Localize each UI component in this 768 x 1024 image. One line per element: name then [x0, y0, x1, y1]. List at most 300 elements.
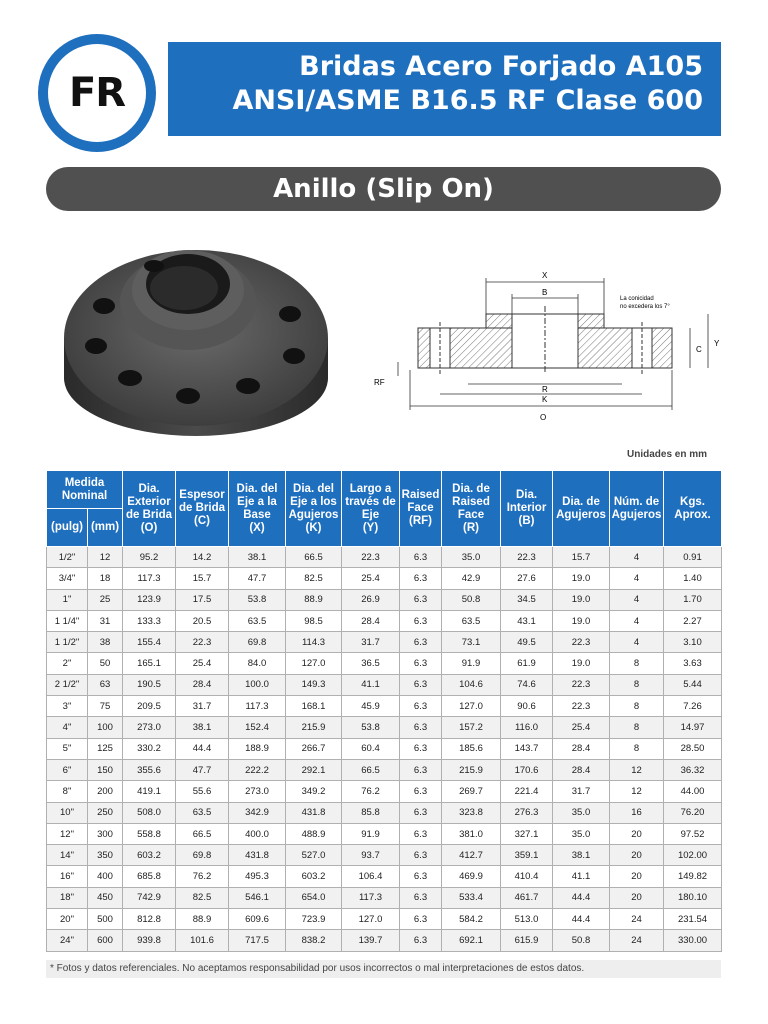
units-label: Unidades en mm	[627, 449, 708, 460]
dim-o-label: O	[540, 413, 547, 422]
table-cell: 63.5	[442, 610, 501, 631]
table-cell: 75	[88, 696, 123, 717]
table-cell: 4	[610, 589, 664, 610]
table-cell: 143.7	[501, 738, 553, 759]
dim-y-label: Y	[714, 339, 720, 348]
table-cell: 400.0	[229, 823, 286, 844]
technical-drawing	[372, 266, 722, 426]
table-cell: 3/4"	[47, 568, 88, 589]
table-cell: 31.7	[553, 781, 610, 802]
table-cell: 190.5	[123, 674, 176, 695]
table-cell: 20	[610, 823, 664, 844]
table-cell: 31.7	[176, 696, 229, 717]
table-cell: 44.4	[553, 887, 610, 908]
table-cell: 209.5	[123, 696, 176, 717]
table-cell: 1/2"	[47, 547, 88, 568]
header-c: Espesor de Brida (C)	[176, 471, 229, 547]
table-row	[47, 759, 722, 780]
table-cell: 18"	[47, 887, 88, 908]
table-cell: 97.52	[664, 823, 722, 844]
table-cell: 410.4	[501, 866, 553, 887]
table-cell: 69.8	[176, 845, 229, 866]
dim-r-label: R	[542, 385, 548, 394]
table-cell: 1"	[47, 589, 88, 610]
table-cell: 31	[88, 610, 123, 631]
table-cell: 155.4	[123, 632, 176, 653]
table-cell: 133.3	[123, 610, 176, 631]
table-cell: 615.9	[501, 930, 553, 951]
table-cell: 350	[88, 845, 123, 866]
table-cell: 6.3	[400, 738, 442, 759]
table-cell: 66.5	[342, 759, 400, 780]
table-cell: 8	[610, 738, 664, 759]
table-cell: 400	[88, 866, 123, 887]
table-cell: 60.4	[342, 738, 400, 759]
header-nominal: Medida Nominal	[47, 471, 123, 509]
table-cell: 6"	[47, 759, 88, 780]
dim-k-label: K	[542, 395, 548, 404]
table-cell: 2"	[47, 653, 88, 674]
table-cell: 4	[610, 632, 664, 653]
table-cell: 15.7	[553, 547, 610, 568]
table-cell: 44.4	[553, 909, 610, 930]
table-cell: 6.3	[400, 823, 442, 844]
table-cell: 450	[88, 887, 123, 908]
table-cell: 4	[610, 547, 664, 568]
table-cell: 3"	[47, 696, 88, 717]
table-cell: 431.8	[229, 845, 286, 866]
table-row	[47, 632, 722, 653]
table-cell: 558.8	[123, 823, 176, 844]
table-cell: 100.0	[229, 674, 286, 695]
taper-note-line-1: La conicidad	[620, 296, 654, 302]
dim-b-label: B	[542, 288, 548, 297]
table-cell: 12	[610, 759, 664, 780]
table-cell: 603.2	[123, 845, 176, 866]
spec-table-header	[47, 471, 722, 547]
table-cell: 215.9	[442, 759, 501, 780]
table-cell: 20.5	[176, 610, 229, 631]
table-row	[47, 802, 722, 823]
table-cell: 692.1	[442, 930, 501, 951]
table-cell: 500	[88, 909, 123, 930]
table-cell: 50	[88, 653, 123, 674]
table-cell: 69.8	[229, 632, 286, 653]
table-cell: 8	[610, 696, 664, 717]
table-cell: 8	[610, 653, 664, 674]
table-cell: 742.9	[123, 887, 176, 908]
table-cell: 431.8	[286, 802, 342, 823]
table-cell: 812.8	[123, 909, 176, 930]
table-cell: 327.1	[501, 823, 553, 844]
table-cell: 6.3	[400, 781, 442, 802]
table-cell: 139.7	[342, 930, 400, 951]
table-cell: 16	[610, 802, 664, 823]
dim-rf-label: RF	[374, 378, 385, 387]
title-banner	[168, 42, 721, 136]
logo-text: FR	[68, 70, 126, 116]
table-cell: 66.5	[286, 547, 342, 568]
footnote: * Fotos y datos referenciales. No aceptamos responsabilidad por usos incorrectos o mal interpretaciones de estos datos.	[46, 960, 721, 978]
table-cell: 2 1/2"	[47, 674, 88, 695]
table-cell: 6.3	[400, 866, 442, 887]
table-cell: 91.9	[342, 823, 400, 844]
table-cell: 73.1	[442, 632, 501, 653]
table-cell: 16"	[47, 866, 88, 887]
table-cell: 6.3	[400, 802, 442, 823]
table-cell: 22.3	[553, 674, 610, 695]
table-cell: 22.3	[176, 632, 229, 653]
table-cell: 44.4	[176, 738, 229, 759]
table-cell: 180.10	[664, 887, 722, 908]
table-cell: 185.6	[442, 738, 501, 759]
table-row	[47, 717, 722, 738]
table-row	[47, 823, 722, 844]
table-cell: 76.2	[176, 866, 229, 887]
table-cell: 6.3	[400, 674, 442, 695]
table-cell: 5"	[47, 738, 88, 759]
table-cell: 61.9	[501, 653, 553, 674]
table-cell: 63.5	[176, 802, 229, 823]
table-cell: 12	[610, 781, 664, 802]
table-cell: 50.8	[553, 930, 610, 951]
table-cell: 513.0	[501, 909, 553, 930]
header-k: Dia. del Eje a los Agujeros (K)	[286, 471, 342, 547]
table-cell: 44.00	[664, 781, 722, 802]
table-cell: 27.6	[501, 568, 553, 589]
table-cell: 49.5	[501, 632, 553, 653]
table-cell: 527.0	[286, 845, 342, 866]
header-kgs: Kgs. Aprox.	[664, 471, 722, 547]
table-cell: 35.0	[442, 547, 501, 568]
table-cell: 24	[610, 909, 664, 930]
table-cell: 6.3	[400, 696, 442, 717]
table-row	[47, 781, 722, 802]
table-cell: 330.00	[664, 930, 722, 951]
table-row	[47, 845, 722, 866]
company-logo	[38, 34, 156, 152]
table-cell: 4"	[47, 717, 88, 738]
table-cell: 6.3	[400, 653, 442, 674]
header-pulg: (pulg)	[47, 509, 88, 547]
table-cell: 63.5	[229, 610, 286, 631]
table-cell: 222.2	[229, 759, 286, 780]
header-b: Dia. Interior (B)	[501, 471, 553, 547]
table-cell: 38.1	[553, 845, 610, 866]
header-y: Largo a través de Eje (Y)	[342, 471, 400, 547]
table-cell: 45.9	[342, 696, 400, 717]
title-line-2: ANSI/ASME B16.5 RF Clase 600	[232, 85, 703, 116]
table-cell: 200	[88, 781, 123, 802]
table-cell: 66.5	[176, 823, 229, 844]
flange-photo	[58, 240, 336, 440]
section-title: Anillo (Slip On)	[273, 174, 494, 204]
table-cell: 276.3	[501, 802, 553, 823]
table-cell: 127.0	[342, 909, 400, 930]
table-cell: 28.50	[664, 738, 722, 759]
table-cell: 461.7	[501, 887, 553, 908]
table-cell: 98.5	[286, 610, 342, 631]
table-cell: 38.1	[229, 547, 286, 568]
table-cell: 1 1/4"	[47, 610, 88, 631]
table-cell: 215.9	[286, 717, 342, 738]
table-cell: 381.0	[442, 823, 501, 844]
table-cell: 8	[610, 717, 664, 738]
table-cell: 150	[88, 759, 123, 780]
table-cell: 4	[610, 610, 664, 631]
table-cell: 323.8	[442, 802, 501, 823]
table-cell: 266.7	[286, 738, 342, 759]
table-cell: 355.6	[123, 759, 176, 780]
spec-table-body	[47, 547, 722, 952]
table-cell: 168.1	[286, 696, 342, 717]
table-cell: 654.0	[286, 887, 342, 908]
dim-c-label: C	[696, 345, 702, 354]
table-cell: 717.5	[229, 930, 286, 951]
table-cell: 342.9	[229, 802, 286, 823]
table-row	[47, 909, 722, 930]
table-cell: 6.3	[400, 589, 442, 610]
table-cell: 22.3	[501, 547, 553, 568]
header-r: Dia. de Raised Face (R)	[442, 471, 501, 547]
table-cell: 152.4	[229, 717, 286, 738]
table-cell: 93.7	[342, 845, 400, 866]
table-cell: 14.97	[664, 717, 722, 738]
table-cell: 7.26	[664, 696, 722, 717]
taper-note-line-2: no excedera los 7°	[620, 304, 670, 310]
table-cell: 95.2	[123, 547, 176, 568]
table-cell: 41.1	[342, 674, 400, 695]
table-cell: 47.7	[229, 568, 286, 589]
table-row	[47, 610, 722, 631]
table-cell: 723.9	[286, 909, 342, 930]
table-cell: 273.0	[229, 781, 286, 802]
table-cell: 6.3	[400, 759, 442, 780]
table-cell: 14"	[47, 845, 88, 866]
table-row	[47, 738, 722, 759]
table-cell: 24"	[47, 930, 88, 951]
table-cell: 231.54	[664, 909, 722, 930]
table-cell: 82.5	[286, 568, 342, 589]
table-cell: 5.44	[664, 674, 722, 695]
table-cell: 123.9	[123, 589, 176, 610]
table-cell: 88.9	[286, 589, 342, 610]
table-cell: 20	[610, 887, 664, 908]
spec-table	[46, 470, 722, 952]
table-cell: 55.6	[176, 781, 229, 802]
table-cell: 53.8	[342, 717, 400, 738]
table-cell: 330.2	[123, 738, 176, 759]
table-row	[47, 887, 722, 908]
table-cell: 19.0	[553, 568, 610, 589]
table-row	[47, 568, 722, 589]
table-cell: 41.1	[553, 866, 610, 887]
table-cell: 28.4	[342, 610, 400, 631]
table-cell: 188.9	[229, 738, 286, 759]
table-cell: 6.3	[400, 717, 442, 738]
table-cell: 50.8	[442, 589, 501, 610]
header-num-agujeros: Núm. de Agujeros	[610, 471, 664, 547]
table-cell: 3.63	[664, 653, 722, 674]
table-cell: 43.1	[501, 610, 553, 631]
table-cell: 6.3	[400, 887, 442, 908]
header-o: Dia. Exterior de Brida (O)	[123, 471, 176, 547]
header-agujeros: Dia. de Agujeros	[553, 471, 610, 547]
table-cell: 8	[610, 674, 664, 695]
table-cell: 6.3	[400, 610, 442, 631]
table-cell: 117.3	[123, 568, 176, 589]
table-cell: 157.2	[442, 717, 501, 738]
table-cell: 8"	[47, 781, 88, 802]
table-cell: 42.9	[442, 568, 501, 589]
table-cell: 38.1	[176, 717, 229, 738]
table-cell: 19.0	[553, 610, 610, 631]
header-x: Dia. del Eje a la Base (X)	[229, 471, 286, 547]
table-cell: 165.1	[123, 653, 176, 674]
table-cell: 74.6	[501, 674, 553, 695]
table-row	[47, 653, 722, 674]
table-cell: 28.4	[176, 674, 229, 695]
table-cell: 19.0	[553, 653, 610, 674]
table-cell: 106.4	[342, 866, 400, 887]
header-mm: (mm)	[88, 509, 123, 547]
table-row	[47, 696, 722, 717]
table-cell: 76.2	[342, 781, 400, 802]
table-row	[47, 589, 722, 610]
table-cell: 250	[88, 802, 123, 823]
table-cell: 19.0	[553, 589, 610, 610]
table-cell: 508.0	[123, 802, 176, 823]
table-cell: 117.3	[229, 696, 286, 717]
table-cell: 273.0	[123, 717, 176, 738]
table-row	[47, 674, 722, 695]
table-cell: 31.7	[342, 632, 400, 653]
table-cell: 170.6	[501, 759, 553, 780]
table-cell: 609.6	[229, 909, 286, 930]
table-cell: 90.6	[501, 696, 553, 717]
table-cell: 6.3	[400, 930, 442, 951]
table-cell: 495.3	[229, 866, 286, 887]
table-cell: 63	[88, 674, 123, 695]
table-cell: 101.6	[176, 930, 229, 951]
table-cell: 117.3	[342, 887, 400, 908]
table-cell: 292.1	[286, 759, 342, 780]
table-cell: 127.0	[442, 696, 501, 717]
table-cell: 26.9	[342, 589, 400, 610]
table-cell: 28.4	[553, 759, 610, 780]
table-cell: 38	[88, 632, 123, 653]
table-cell: 221.4	[501, 781, 553, 802]
table-cell: 25.4	[553, 717, 610, 738]
table-row	[47, 930, 722, 951]
table-cell: 269.7	[442, 781, 501, 802]
table-cell: 25.4	[176, 653, 229, 674]
table-cell: 53.8	[229, 589, 286, 610]
table-cell: 1.70	[664, 589, 722, 610]
table-cell: 488.9	[286, 823, 342, 844]
table-cell: 36.5	[342, 653, 400, 674]
table-cell: 76.20	[664, 802, 722, 823]
dim-x-label: X	[542, 271, 548, 280]
table-cell: 102.00	[664, 845, 722, 866]
table-cell: 12"	[47, 823, 88, 844]
table-cell: 28.4	[553, 738, 610, 759]
table-cell: 349.2	[286, 781, 342, 802]
table-cell: 1.40	[664, 568, 722, 589]
table-cell: 149.3	[286, 674, 342, 695]
table-cell: 412.7	[442, 845, 501, 866]
table-cell: 419.1	[123, 781, 176, 802]
table-cell: 300	[88, 823, 123, 844]
table-cell: 35.0	[553, 802, 610, 823]
table-cell: 14.2	[176, 547, 229, 568]
table-cell: 34.5	[501, 589, 553, 610]
table-cell: 0.91	[664, 547, 722, 568]
table-cell: 84.0	[229, 653, 286, 674]
table-cell: 104.6	[442, 674, 501, 695]
table-cell: 6.3	[400, 909, 442, 930]
table-cell: 533.4	[442, 887, 501, 908]
table-cell: 24	[610, 930, 664, 951]
table-cell: 469.9	[442, 866, 501, 887]
table-cell: 6.3	[400, 568, 442, 589]
table-cell: 114.3	[286, 632, 342, 653]
table-cell: 15.7	[176, 568, 229, 589]
table-cell: 47.7	[176, 759, 229, 780]
table-cell: 546.1	[229, 887, 286, 908]
table-cell: 20	[610, 866, 664, 887]
table-cell: 6.3	[400, 547, 442, 568]
table-cell: 116.0	[501, 717, 553, 738]
table-cell: 85.8	[342, 802, 400, 823]
table-cell: 2.27	[664, 610, 722, 631]
table-cell: 1 1/2"	[47, 632, 88, 653]
table-cell: 20"	[47, 909, 88, 930]
table-cell: 939.8	[123, 930, 176, 951]
table-cell: 600	[88, 930, 123, 951]
table-cell: 12	[88, 547, 123, 568]
table-row	[47, 547, 722, 568]
table-cell: 685.8	[123, 866, 176, 887]
table-cell: 22.3	[553, 696, 610, 717]
table-cell: 603.2	[286, 866, 342, 887]
table-cell: 20	[610, 845, 664, 866]
table-cell: 82.5	[176, 887, 229, 908]
table-cell: 6.3	[400, 845, 442, 866]
table-cell: 149.82	[664, 866, 722, 887]
table-cell: 3.10	[664, 632, 722, 653]
section-bar	[46, 167, 721, 211]
table-cell: 35.0	[553, 823, 610, 844]
table-cell: 91.9	[442, 653, 501, 674]
table-cell: 10"	[47, 802, 88, 823]
table-cell: 4	[610, 568, 664, 589]
table-cell: 359.1	[501, 845, 553, 866]
table-cell: 125	[88, 738, 123, 759]
table-row	[47, 866, 722, 887]
table-cell: 100	[88, 717, 123, 738]
table-cell: 127.0	[286, 653, 342, 674]
title-line-1: Bridas Acero Forjado A105	[299, 51, 703, 82]
table-cell: 25	[88, 589, 123, 610]
table-cell: 22.3	[553, 632, 610, 653]
header-rf: Raised Face (RF)	[400, 471, 442, 547]
table-cell: 838.2	[286, 930, 342, 951]
table-cell: 17.5	[176, 589, 229, 610]
table-cell: 88.9	[176, 909, 229, 930]
table-cell: 584.2	[442, 909, 501, 930]
table-cell: 6.3	[400, 632, 442, 653]
